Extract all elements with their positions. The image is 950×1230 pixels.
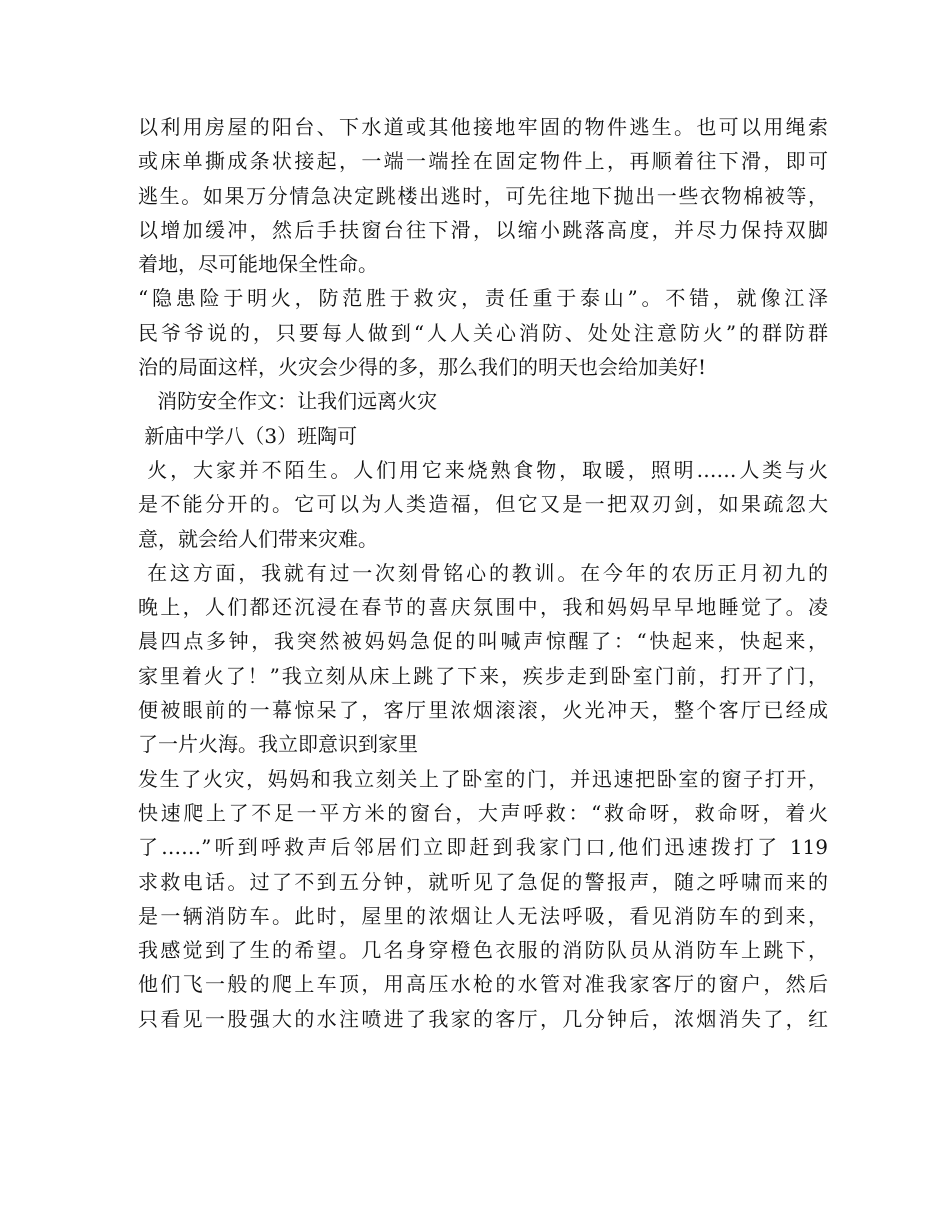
text-line: 火，大家并不陌生。人们用它来烧熟食物，取暖，照明……人类与火 [138, 457, 828, 482]
body-text [138, 110, 828, 1036]
text-line: 民爷爷说的，只要每人做到“人人关心消防、处处注意防火”的群防群 [138, 320, 828, 345]
text-line: 或床单撕成条状接起，一端一端拴在固定物件上，再顺着往下滑，即可 [138, 149, 828, 174]
text-line: 了……”听到呼救声后邻居们立即赶到我家门口,他们迅速拨打了 119 [138, 835, 828, 860]
text-line: 着地，尽可能地保全性命。 [138, 252, 378, 277]
text-line: 意，就会给人们带来灾难。 [138, 526, 378, 551]
text-line: 他们飞一般的爬上车顶，用高压水枪的水管对准我家客厅的窗户，然后 [138, 972, 828, 997]
text-line: 晚上，人们都还沉浸在春节的喜庆氛围中，我和妈妈早早地睡觉了。凌 [138, 595, 828, 620]
text-line: 以增加缓冲，然后手扶窗台往下滑，以缩小跳落高度，并尽力保持双脚 [138, 217, 828, 242]
text-line: 是不能分开的。它可以为人类造福，但它又是一把双刃剑，如果疏忽大 [138, 492, 828, 517]
text-line: 以利用房屋的阳台、下水道或其他接地牢固的物件逃生。也可以用绳索 [138, 115, 828, 139]
text-line: 我感觉到了生的希望。几名身穿橙色衣服的消防队员从消防车上跳下， [138, 938, 828, 963]
text-line: “隐患险于明火，防范胜于救灾，责任重于泰山”。不错，就像江泽 [138, 286, 828, 311]
text-line: 是一辆消防车。此时，屋里的浓烟让人无法呼吸，看见消防车的到来， [138, 903, 828, 928]
text-line: 求救电话。过了不到五分钟，就听见了急促的警报声，随之呼啸而来的 [138, 869, 828, 894]
text-line: 晨四点多钟，我突然被妈妈急促的叫喊声惊醒了：“快起来，快起来， [138, 629, 828, 654]
text-line: 只看见一股强大的水注喷进了我家的客厅，几分钟后，浓烟消失了，红 [138, 1006, 828, 1031]
text-line: 发生了火灾，妈妈和我立刻关上了卧室的门，并迅速把卧室的窗子打开， [138, 766, 828, 791]
text-line: 快速爬上了不足一平方米的窗台，大声呼救：“救命呀，救命呀，着火 [138, 800, 828, 825]
text-line: 家里着火了！”我立刻从床上跳了下来，疾步走到卧室门前，打开了门， [138, 663, 828, 688]
essay-title: 消防安全作文：让我们远离火灾 [138, 389, 438, 414]
text-line: 逃生。如果万分情急决定跳楼出逃时，可先往地下抛出一些衣物棉被等， [138, 183, 828, 208]
author-line: 新庙中学八（3）班陶可 [138, 423, 358, 448]
text-line: 了一片火海。我立即意识到家里 [138, 732, 418, 757]
text-line: 在这方面，我就有过一次刻骨铭心的教训。在今年的农历正月初九的 [138, 560, 828, 585]
text-line: 治的局面这样，火灾会少得的多，那么我们的明天也会给加美好! [138, 355, 707, 380]
text-line: 便被眼前的一幕惊呆了，客厅里浓烟滚滚，火光冲天，整个客厅已经成 [138, 698, 828, 723]
